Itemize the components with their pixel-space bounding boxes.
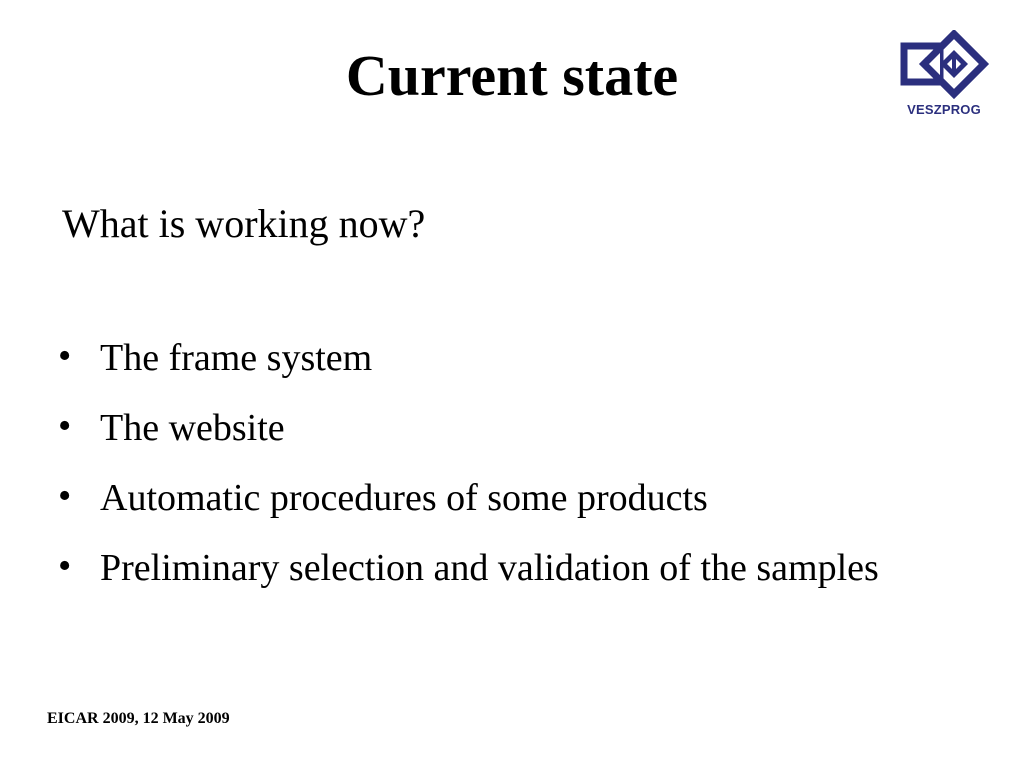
logo-text: VESZPROG xyxy=(907,102,981,117)
slide-title: Current state xyxy=(345,43,679,108)
bullet-dot: • xyxy=(58,335,72,377)
veszprog-logo xyxy=(896,30,992,122)
bullet-item xyxy=(58,401,938,455)
bullet-dot: • xyxy=(58,405,72,447)
slide-footer: EICAR 2009, 12 May 2009 xyxy=(47,710,230,727)
bullet-dot: • xyxy=(58,545,72,587)
question-text: What is working now? xyxy=(62,201,426,246)
bullet-text: Automatic procedures of some products xyxy=(100,477,708,519)
bullet-text: Preliminary selection and validation of the samples xyxy=(100,547,879,589)
bullet-item xyxy=(58,471,938,525)
bullet-dot: • xyxy=(58,475,72,517)
bullet-item xyxy=(58,541,938,595)
bullet-item xyxy=(58,331,938,385)
bullet-list xyxy=(58,331,938,595)
bullet-text: The frame system xyxy=(100,337,373,379)
veszprog-logo-icon xyxy=(896,30,992,100)
bullet-text: The website xyxy=(100,407,285,449)
